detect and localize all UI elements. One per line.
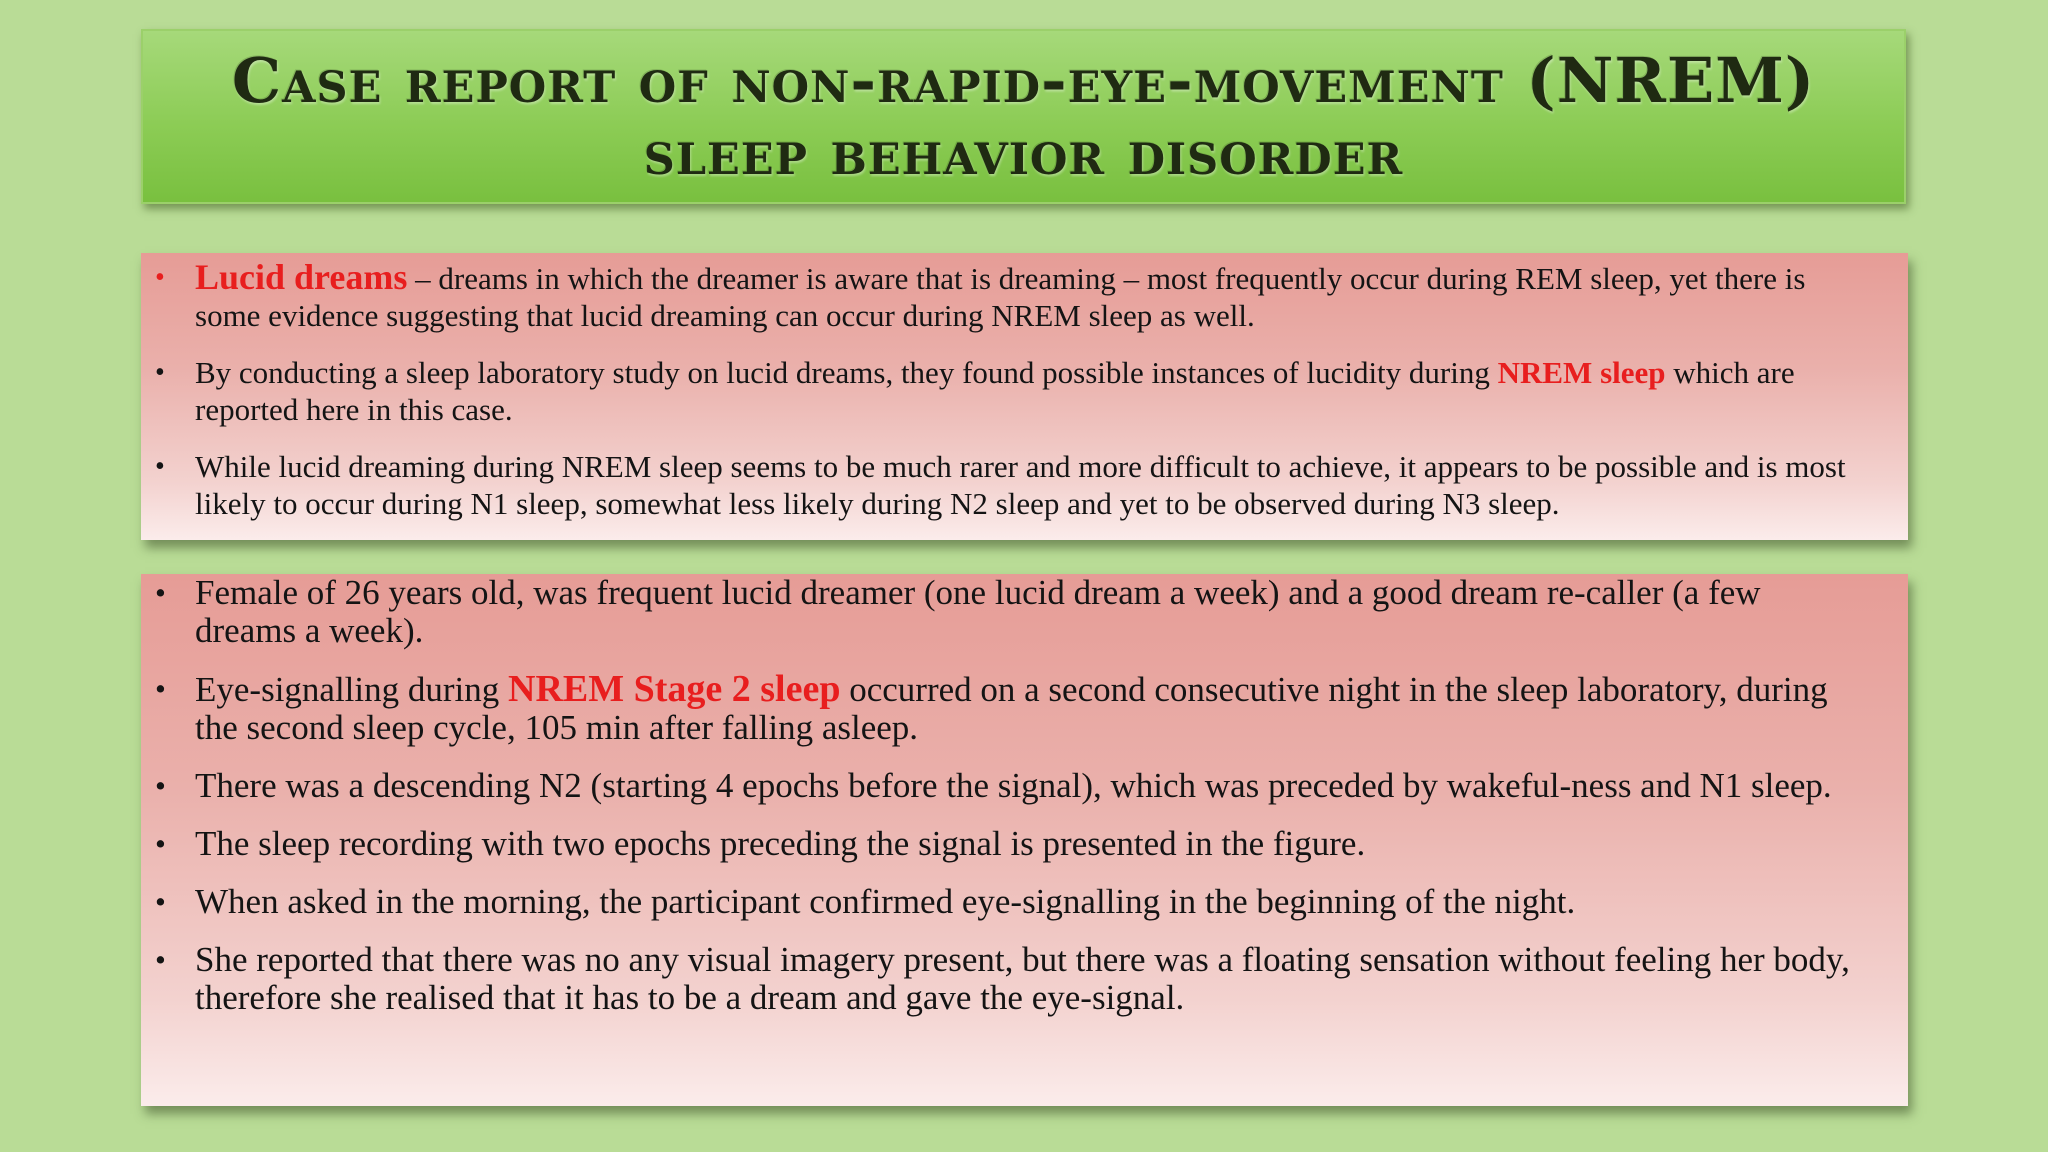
page-title bbox=[202, 45, 1845, 189]
list-item-text: By conducting a sleep laboratory study on lucid dreams, they found possible instances of lucidity during bbox=[195, 355, 1498, 390]
highlight-term: NREM sleep bbox=[1497, 355, 1666, 390]
list-item-text: occurred on a second consecutive night in the sleep laboratory, during the second sleep cycle, 105 min after falling asleep. bbox=[195, 670, 1828, 747]
title-line-2: sleep behavior disorder bbox=[643, 115, 1404, 189]
bullet-icon: • bbox=[155, 884, 166, 919]
highlight-term: NREM Stage 2 sleep bbox=[508, 668, 841, 710]
highlight-term: Lucid dreams bbox=[195, 257, 408, 297]
case-details-list bbox=[141, 574, 1868, 1017]
list-item-text: – dreams in which the dreamer is aware that is dreaming – most frequently occur during REM sleep, yet there is some evidence suggesting that lucid dreaming can occur during NREM sleep as well. bbox=[195, 261, 1806, 333]
list-item bbox=[141, 259, 1868, 334]
list-item-text: Female of 26 years old, was frequent lucid dreamer (one lucid dream a week) and a good dream re-caller (a few dreams a week). bbox=[195, 573, 1761, 650]
list-item-text: When asked in the morning, the participant confirmed eye-signalling in the beginning of the night. bbox=[195, 882, 1576, 921]
bullet-icon: • bbox=[155, 357, 165, 388]
lucid-dreams-list bbox=[141, 259, 1868, 522]
list-item bbox=[141, 448, 1868, 522]
list-item-text: which are reported here in this case. bbox=[195, 355, 1795, 427]
bullet-icon: • bbox=[155, 826, 166, 861]
list-item-text: Eye-signalling during bbox=[195, 670, 509, 709]
bullet-icon: • bbox=[155, 671, 166, 706]
bullet-icon: • bbox=[155, 942, 166, 977]
case-details-panel bbox=[141, 574, 1908, 1106]
list-item bbox=[141, 670, 1868, 747]
bullet-icon: • bbox=[155, 262, 165, 293]
list-item bbox=[141, 941, 1868, 1017]
title-banner bbox=[141, 29, 1906, 204]
list-item-text: There was a descending N2 (starting 4 epochs before the signal), which was preceded by wakeful-ness and N1 sleep. bbox=[195, 766, 1832, 805]
list-item-text: The sleep recording with two epochs preceding the signal is presented in the figure. bbox=[195, 824, 1366, 863]
list-item bbox=[141, 574, 1868, 650]
list-item-text: She reported that there was no any visual imagery present, but there was a floating sensation without feeling her body, therefore she realised that it has to be a dream and gave the eye-signal. bbox=[195, 940, 1850, 1017]
bullet-icon: • bbox=[155, 575, 166, 610]
lucid-dreams-panel bbox=[141, 253, 1908, 540]
list-item bbox=[141, 354, 1868, 428]
bullet-icon: • bbox=[155, 451, 165, 482]
list-item bbox=[141, 883, 1868, 921]
list-item bbox=[141, 825, 1868, 863]
list-item bbox=[141, 767, 1868, 805]
bullet-icon: • bbox=[155, 768, 166, 803]
title-line-1: Case report of non-rapid-eye-movement (NREM) bbox=[231, 43, 1816, 117]
list-item-text: While lucid dreaming during NREM sleep seems to be much rarer and more difficult to achieve, it appears to be possible and is most likely to occur during N1 sleep, somewhat less likely during N2 sleep and yet to be observed during N3 sleep. bbox=[195, 449, 1846, 521]
